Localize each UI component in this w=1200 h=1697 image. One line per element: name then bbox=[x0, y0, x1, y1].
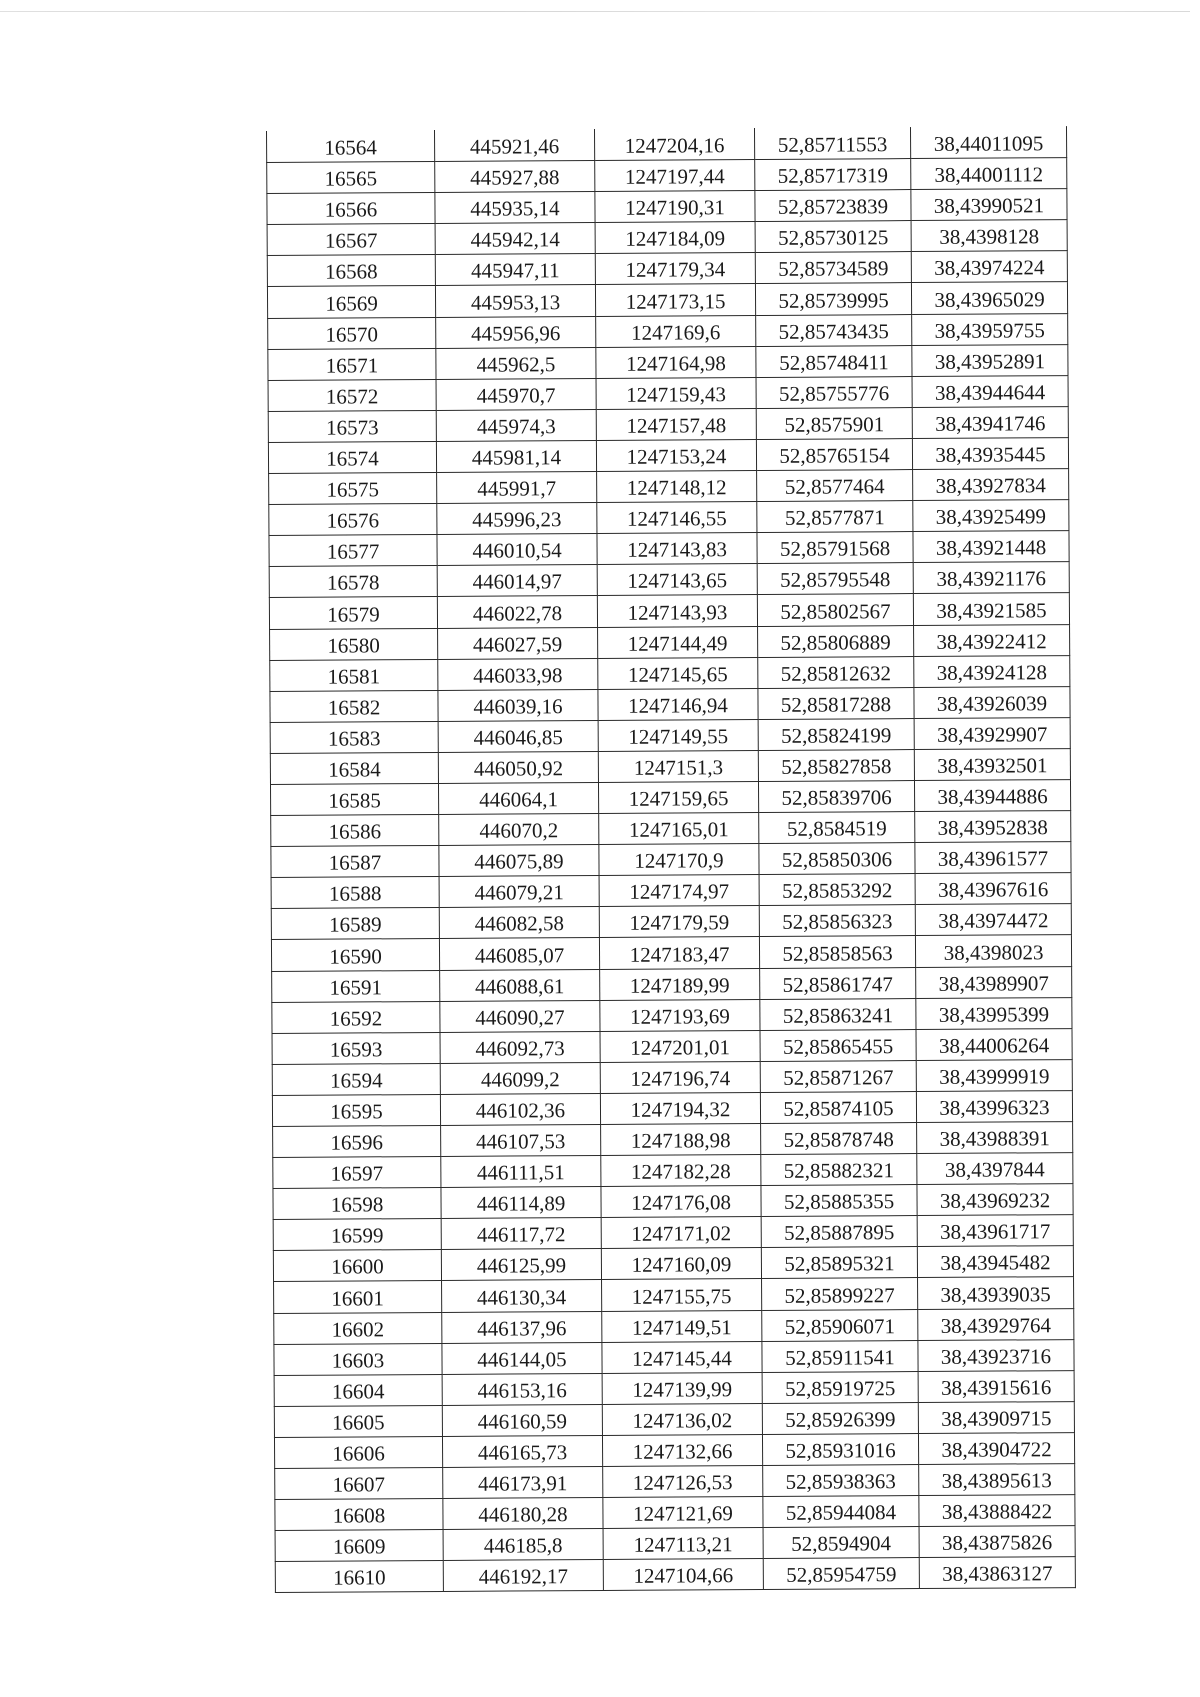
cell-y-coordinate: 1247121,69 bbox=[603, 1497, 763, 1529]
cell-y-coordinate: 1247201,01 bbox=[600, 1030, 760, 1062]
table-row bbox=[274, 1339, 1074, 1375]
table-row bbox=[269, 562, 1069, 598]
table-row bbox=[275, 1557, 1075, 1593]
cell-point-number: 16597 bbox=[273, 1157, 441, 1189]
cell-longitude: 38,43929907 bbox=[914, 717, 1070, 749]
cell-x-coordinate: 446117,72 bbox=[441, 1218, 601, 1250]
cell-x-coordinate: 446046,85 bbox=[438, 720, 598, 752]
cell-latitude: 52,85878748 bbox=[761, 1123, 917, 1155]
cell-point-number: 16588 bbox=[271, 877, 439, 909]
cell-latitude: 52,85755776 bbox=[756, 376, 912, 408]
cell-y-coordinate: 1247136,02 bbox=[602, 1403, 762, 1435]
cell-y-coordinate: 1247145,44 bbox=[602, 1341, 762, 1373]
cell-point-number: 16575 bbox=[269, 472, 437, 504]
table-row bbox=[267, 158, 1067, 194]
cell-x-coordinate: 445962,5 bbox=[436, 347, 596, 379]
cell-x-coordinate: 445991,7 bbox=[437, 472, 597, 504]
table-row bbox=[271, 935, 1071, 971]
cell-longitude: 38,4398023 bbox=[915, 935, 1071, 967]
cell-x-coordinate: 446114,89 bbox=[441, 1187, 601, 1219]
cell-x-coordinate: 445996,23 bbox=[437, 503, 597, 535]
cell-x-coordinate: 446050,92 bbox=[438, 751, 598, 783]
cell-latitude: 52,85895321 bbox=[761, 1247, 917, 1279]
cell-x-coordinate: 446102,36 bbox=[440, 1093, 600, 1125]
cell-longitude: 38,43923716 bbox=[918, 1339, 1074, 1371]
cell-x-coordinate: 446039,16 bbox=[438, 689, 598, 721]
cell-longitude: 38,43925499 bbox=[913, 500, 1069, 532]
cell-x-coordinate: 446075,89 bbox=[439, 845, 599, 877]
table-row bbox=[269, 469, 1069, 505]
coordinates-table bbox=[266, 126, 1076, 1593]
cell-x-coordinate: 446070,2 bbox=[439, 814, 599, 846]
cell-x-coordinate: 446111,51 bbox=[441, 1156, 601, 1188]
cell-point-number: 16577 bbox=[269, 535, 437, 567]
cell-latitude: 52,8594904 bbox=[763, 1527, 919, 1559]
cell-y-coordinate: 1247139,99 bbox=[602, 1372, 762, 1404]
cell-point-number: 16606 bbox=[274, 1436, 442, 1468]
cell-y-coordinate: 1247171,02 bbox=[601, 1217, 761, 1249]
coordinates-table-body bbox=[267, 127, 1076, 1593]
cell-point-number: 16601 bbox=[274, 1281, 442, 1313]
cell-longitude: 38,43904722 bbox=[918, 1433, 1074, 1465]
cell-y-coordinate: 1247149,55 bbox=[598, 719, 758, 751]
table-row bbox=[275, 1464, 1075, 1500]
cell-latitude: 52,85717319 bbox=[755, 159, 911, 191]
cell-longitude: 38,44001112 bbox=[911, 158, 1067, 190]
cell-y-coordinate: 1247159,65 bbox=[598, 781, 758, 813]
cell-longitude: 38,43952838 bbox=[915, 811, 1071, 843]
cell-longitude: 38,43944886 bbox=[914, 780, 1070, 812]
cell-x-coordinate: 446010,54 bbox=[437, 534, 597, 566]
cell-point-number: 16610 bbox=[275, 1561, 443, 1593]
cell-y-coordinate: 1247173,15 bbox=[595, 284, 755, 316]
cell-longitude: 38,43990521 bbox=[911, 189, 1067, 221]
cell-longitude: 38,43974472 bbox=[915, 904, 1071, 936]
cell-latitude: 52,85882321 bbox=[761, 1154, 917, 1186]
cell-latitude: 52,85887895 bbox=[761, 1216, 917, 1248]
cell-x-coordinate: 446180,28 bbox=[443, 1498, 603, 1530]
cell-longitude: 38,43929764 bbox=[918, 1308, 1074, 1340]
cell-latitude: 52,85795548 bbox=[757, 563, 913, 595]
cell-latitude: 52,85812632 bbox=[758, 656, 914, 688]
cell-x-coordinate: 446165,73 bbox=[442, 1435, 602, 1467]
cell-y-coordinate: 1247170,9 bbox=[599, 844, 759, 876]
cell-x-coordinate: 446033,98 bbox=[438, 658, 598, 690]
cell-y-coordinate: 1247165,01 bbox=[599, 813, 759, 845]
cell-y-coordinate: 1247159,43 bbox=[596, 377, 756, 409]
table-row bbox=[267, 127, 1067, 163]
cell-latitude: 52,85839706 bbox=[758, 781, 914, 813]
cell-latitude: 52,85723839 bbox=[755, 190, 911, 222]
cell-latitude: 52,85748411 bbox=[756, 345, 912, 377]
cell-point-number: 16596 bbox=[273, 1125, 441, 1157]
cell-y-coordinate: 1247160,09 bbox=[601, 1248, 761, 1280]
cell-y-coordinate: 1247153,24 bbox=[596, 439, 756, 471]
cell-longitude: 38,43999919 bbox=[916, 1059, 1072, 1091]
table-row bbox=[269, 593, 1069, 629]
cell-latitude: 52,85806889 bbox=[758, 625, 914, 657]
cell-point-number: 16567 bbox=[267, 224, 435, 256]
cell-longitude: 38,43989907 bbox=[916, 966, 1072, 998]
cell-y-coordinate: 1247164,98 bbox=[596, 346, 756, 378]
cell-y-coordinate: 1247189,99 bbox=[600, 968, 760, 1000]
table-row bbox=[272, 966, 1072, 1002]
cell-point-number: 16573 bbox=[268, 410, 436, 442]
cell-latitude: 52,85850306 bbox=[759, 843, 915, 875]
cell-latitude: 52,8577464 bbox=[757, 470, 913, 502]
table-row bbox=[271, 842, 1071, 878]
cell-y-coordinate: 1247148,12 bbox=[597, 471, 757, 503]
table-row bbox=[273, 1246, 1073, 1282]
cell-longitude: 38,43875826 bbox=[919, 1526, 1075, 1558]
cell-x-coordinate: 446014,97 bbox=[437, 565, 597, 597]
cell-longitude: 38,43915616 bbox=[918, 1370, 1074, 1402]
cell-point-number: 16574 bbox=[268, 441, 436, 473]
cell-point-number: 16608 bbox=[275, 1499, 443, 1531]
cell-x-coordinate: 446027,59 bbox=[438, 627, 598, 659]
cell-y-coordinate: 1247151,3 bbox=[598, 750, 758, 782]
cell-longitude: 38,43961577 bbox=[915, 842, 1071, 874]
cell-y-coordinate: 1247126,53 bbox=[603, 1466, 763, 1498]
cell-point-number: 16590 bbox=[271, 939, 439, 971]
cell-latitude: 52,85863241 bbox=[760, 998, 916, 1030]
cell-x-coordinate: 446130,34 bbox=[442, 1280, 602, 1312]
cell-point-number: 16582 bbox=[270, 690, 438, 722]
cell-y-coordinate: 1247194,32 bbox=[600, 1092, 760, 1124]
cell-point-number: 16579 bbox=[269, 597, 437, 629]
cell-point-number: 16598 bbox=[273, 1188, 441, 1220]
cell-x-coordinate: 446064,1 bbox=[438, 782, 598, 814]
table-row bbox=[271, 811, 1071, 847]
cell-x-coordinate: 446079,21 bbox=[439, 876, 599, 908]
cell-x-coordinate: 446160,59 bbox=[442, 1404, 602, 1436]
cell-latitude: 52,85817288 bbox=[758, 687, 914, 719]
cell-point-number: 16599 bbox=[273, 1219, 441, 1251]
cell-latitude: 52,85926399 bbox=[762, 1402, 918, 1434]
table-row bbox=[274, 1433, 1074, 1469]
table-row bbox=[274, 1370, 1074, 1406]
table-row bbox=[268, 406, 1068, 442]
cell-latitude: 52,85899227 bbox=[762, 1278, 918, 1310]
cell-point-number: 16605 bbox=[274, 1405, 442, 1437]
cell-latitude: 52,85858563 bbox=[759, 936, 915, 968]
cell-latitude: 52,85938363 bbox=[763, 1465, 919, 1497]
cell-longitude: 38,43988391 bbox=[917, 1122, 1073, 1154]
cell-latitude: 52,8575901 bbox=[756, 407, 912, 439]
cell-latitude: 52,85865455 bbox=[760, 1029, 916, 1061]
cell-y-coordinate: 1247184,09 bbox=[595, 222, 755, 254]
cell-longitude: 38,43924128 bbox=[914, 655, 1070, 687]
cell-x-coordinate: 446022,78 bbox=[437, 596, 597, 628]
cell-x-coordinate: 446137,96 bbox=[442, 1311, 602, 1343]
cell-point-number: 16600 bbox=[273, 1250, 441, 1282]
cell-y-coordinate: 1247174,97 bbox=[599, 875, 759, 907]
cell-x-coordinate: 446090,27 bbox=[440, 1000, 600, 1032]
coordinates-table-container bbox=[266, 126, 1075, 1593]
cell-x-coordinate: 445947,11 bbox=[435, 254, 595, 286]
cell-point-number: 16572 bbox=[268, 379, 436, 411]
table-row bbox=[272, 1028, 1072, 1064]
cell-y-coordinate: 1247155,75 bbox=[602, 1279, 762, 1311]
cell-y-coordinate: 1247146,94 bbox=[598, 688, 758, 720]
cell-longitude: 38,44011095 bbox=[910, 127, 1066, 159]
cell-latitude: 52,85802567 bbox=[757, 594, 913, 626]
cell-point-number: 16593 bbox=[272, 1032, 440, 1064]
cell-x-coordinate: 446192,17 bbox=[443, 1560, 603, 1592]
table-row bbox=[274, 1401, 1074, 1437]
scan-edge-line bbox=[0, 11, 1190, 12]
cell-latitude: 52,85743435 bbox=[756, 314, 912, 346]
cell-latitude: 52,85734589 bbox=[755, 252, 911, 284]
cell-point-number: 16571 bbox=[268, 348, 436, 380]
cell-longitude: 38,43945482 bbox=[917, 1246, 1073, 1278]
cell-y-coordinate: 1247176,08 bbox=[601, 1186, 761, 1218]
cell-point-number: 16569 bbox=[267, 286, 435, 318]
cell-longitude: 38,43926039 bbox=[914, 686, 1070, 718]
table-row bbox=[267, 282, 1067, 318]
cell-x-coordinate: 446082,58 bbox=[439, 907, 599, 939]
cell-x-coordinate: 445970,7 bbox=[436, 378, 596, 410]
table-row bbox=[272, 997, 1072, 1033]
cell-longitude: 38,43996323 bbox=[916, 1090, 1072, 1122]
cell-y-coordinate: 1247204,16 bbox=[594, 129, 754, 161]
cell-point-number: 16585 bbox=[270, 783, 438, 815]
cell-latitude: 52,85954759 bbox=[763, 1558, 919, 1590]
cell-point-number: 16589 bbox=[271, 908, 439, 940]
cell-latitude: 52,85856323 bbox=[759, 905, 915, 937]
cell-x-coordinate: 446144,05 bbox=[442, 1342, 602, 1374]
cell-latitude: 52,85944084 bbox=[763, 1496, 919, 1528]
table-row bbox=[274, 1277, 1074, 1313]
cell-latitude: 52,85711553 bbox=[754, 128, 910, 160]
cell-latitude: 52,85906071 bbox=[762, 1309, 918, 1341]
cell-y-coordinate: 1247182,28 bbox=[601, 1155, 761, 1187]
cell-y-coordinate: 1247183,47 bbox=[599, 937, 759, 969]
table-row bbox=[268, 344, 1068, 380]
table-row bbox=[270, 748, 1070, 784]
cell-latitude: 52,85861747 bbox=[760, 967, 916, 999]
cell-x-coordinate: 445956,96 bbox=[436, 316, 596, 348]
cell-point-number: 16604 bbox=[274, 1374, 442, 1406]
cell-longitude: 38,43909715 bbox=[918, 1401, 1074, 1433]
table-row bbox=[273, 1215, 1073, 1251]
cell-longitude: 38,43974224 bbox=[911, 251, 1067, 283]
cell-point-number: 16581 bbox=[270, 659, 438, 691]
cell-longitude: 38,43969232 bbox=[917, 1184, 1073, 1216]
cell-point-number: 16565 bbox=[267, 162, 435, 194]
cell-latitude: 52,85911541 bbox=[762, 1340, 918, 1372]
cell-point-number: 16583 bbox=[270, 721, 438, 753]
cell-latitude: 52,85765154 bbox=[756, 438, 912, 470]
table-row bbox=[274, 1308, 1074, 1344]
cell-y-coordinate: 1247143,65 bbox=[597, 564, 757, 596]
cell-point-number: 16578 bbox=[269, 566, 437, 598]
table-row bbox=[267, 189, 1067, 225]
cell-point-number: 16603 bbox=[274, 1343, 442, 1375]
cell-point-number: 16587 bbox=[271, 846, 439, 878]
cell-x-coordinate: 446153,16 bbox=[442, 1373, 602, 1405]
table-row bbox=[270, 717, 1070, 753]
cell-y-coordinate: 1247157,48 bbox=[596, 408, 756, 440]
table-row bbox=[269, 500, 1069, 536]
cell-point-number: 16609 bbox=[275, 1530, 443, 1562]
cell-latitude: 52,8577871 bbox=[757, 501, 913, 533]
cell-x-coordinate: 445935,14 bbox=[435, 192, 595, 224]
cell-point-number: 16566 bbox=[267, 193, 435, 225]
cell-y-coordinate: 1247169,6 bbox=[596, 315, 756, 347]
cell-x-coordinate: 445974,3 bbox=[436, 409, 596, 441]
cell-longitude: 38,43921448 bbox=[913, 531, 1069, 563]
cell-latitude: 52,85739995 bbox=[755, 283, 911, 315]
cell-latitude: 52,85885355 bbox=[761, 1185, 917, 1217]
cell-latitude: 52,85791568 bbox=[757, 532, 913, 564]
cell-latitude: 52,85827858 bbox=[758, 749, 914, 781]
table-row bbox=[275, 1495, 1075, 1531]
cell-longitude: 38,4397844 bbox=[917, 1153, 1073, 1185]
cell-y-coordinate: 1247193,69 bbox=[600, 999, 760, 1031]
cell-latitude: 52,8584519 bbox=[759, 812, 915, 844]
table-row bbox=[267, 220, 1067, 256]
table-row bbox=[273, 1122, 1073, 1158]
cell-y-coordinate: 1247179,34 bbox=[595, 253, 755, 285]
table-row bbox=[273, 1153, 1073, 1189]
table-row bbox=[268, 313, 1068, 349]
table-row bbox=[271, 904, 1071, 940]
table-row bbox=[267, 251, 1067, 287]
cell-longitude: 38,43922412 bbox=[914, 624, 1070, 656]
cell-y-coordinate: 1247190,31 bbox=[595, 191, 755, 223]
cell-y-coordinate: 1247143,93 bbox=[597, 595, 757, 627]
table-row bbox=[272, 1059, 1072, 1095]
table-row bbox=[270, 780, 1070, 816]
cell-x-coordinate: 445942,14 bbox=[435, 223, 595, 255]
cell-longitude: 38,43952891 bbox=[912, 344, 1068, 376]
cell-y-coordinate: 1247144,49 bbox=[598, 626, 758, 658]
cell-x-coordinate: 445981,14 bbox=[436, 440, 596, 472]
cell-latitude: 52,85853292 bbox=[759, 874, 915, 906]
cell-x-coordinate: 446085,07 bbox=[439, 938, 599, 970]
cell-y-coordinate: 1247188,98 bbox=[601, 1123, 761, 1155]
cell-point-number: 16570 bbox=[268, 317, 436, 349]
cell-point-number: 16607 bbox=[275, 1467, 443, 1499]
cell-latitude: 52,85824199 bbox=[758, 718, 914, 750]
cell-y-coordinate: 1247197,44 bbox=[595, 160, 755, 192]
cell-point-number: 16586 bbox=[271, 815, 439, 847]
cell-x-coordinate: 446173,91 bbox=[443, 1466, 603, 1498]
cell-longitude: 38,43939035 bbox=[918, 1277, 1074, 1309]
cell-longitude: 38,43944644 bbox=[912, 375, 1068, 407]
cell-x-coordinate: 445921,46 bbox=[434, 129, 594, 161]
cell-point-number: 16576 bbox=[269, 504, 437, 536]
cell-longitude: 38,43995399 bbox=[916, 997, 1072, 1029]
cell-point-number: 16568 bbox=[267, 255, 435, 287]
cell-y-coordinate: 1247146,55 bbox=[597, 502, 757, 534]
cell-y-coordinate: 1247113,21 bbox=[603, 1528, 763, 1560]
table-row bbox=[271, 873, 1071, 909]
cell-x-coordinate: 446092,73 bbox=[440, 1031, 600, 1063]
cell-x-coordinate: 446099,2 bbox=[440, 1062, 600, 1094]
cell-point-number: 16580 bbox=[270, 628, 438, 660]
cell-x-coordinate: 446107,53 bbox=[441, 1124, 601, 1156]
table-row bbox=[268, 375, 1068, 411]
cell-point-number: 16595 bbox=[272, 1094, 440, 1126]
table-row bbox=[270, 624, 1070, 660]
cell-x-coordinate: 446125,99 bbox=[441, 1249, 601, 1281]
cell-y-coordinate: 1247132,66 bbox=[602, 1434, 762, 1466]
cell-longitude: 38,43935445 bbox=[912, 438, 1068, 470]
cell-x-coordinate: 446185,8 bbox=[443, 1529, 603, 1561]
cell-latitude: 52,85730125 bbox=[755, 221, 911, 253]
cell-y-coordinate: 1247143,83 bbox=[597, 533, 757, 565]
cell-x-coordinate: 445927,88 bbox=[435, 161, 595, 193]
table-row bbox=[273, 1184, 1073, 1220]
cell-point-number: 16591 bbox=[272, 970, 440, 1002]
cell-longitude: 38,43967616 bbox=[915, 873, 1071, 905]
cell-longitude: 38,43959755 bbox=[912, 313, 1068, 345]
cell-longitude: 38,44006264 bbox=[916, 1028, 1072, 1060]
cell-y-coordinate: 1247149,51 bbox=[602, 1310, 762, 1342]
cell-longitude: 38,43863127 bbox=[919, 1557, 1075, 1589]
table-row bbox=[269, 531, 1069, 567]
table-row bbox=[275, 1526, 1075, 1562]
cell-y-coordinate: 1247196,74 bbox=[600, 1061, 760, 1093]
cell-latitude: 52,85871267 bbox=[760, 1060, 916, 1092]
cell-point-number: 16602 bbox=[274, 1312, 442, 1344]
cell-longitude: 38,43895613 bbox=[919, 1464, 1075, 1496]
table-row bbox=[270, 655, 1070, 691]
cell-latitude: 52,85874105 bbox=[760, 1091, 916, 1123]
cell-point-number: 16594 bbox=[272, 1063, 440, 1095]
table-row bbox=[268, 438, 1068, 474]
cell-latitude: 52,85919725 bbox=[762, 1371, 918, 1403]
table-row bbox=[270, 686, 1070, 722]
cell-longitude: 38,43888422 bbox=[919, 1495, 1075, 1527]
cell-point-number: 16592 bbox=[272, 1001, 440, 1033]
cell-longitude: 38,43932501 bbox=[914, 748, 1070, 780]
cell-x-coordinate: 446088,61 bbox=[440, 969, 600, 1001]
cell-longitude: 38,43921585 bbox=[913, 593, 1069, 625]
cell-y-coordinate: 1247179,59 bbox=[599, 906, 759, 938]
cell-latitude: 52,85931016 bbox=[762, 1433, 918, 1465]
cell-point-number: 16584 bbox=[270, 752, 438, 784]
cell-y-coordinate: 1247104,66 bbox=[603, 1559, 763, 1591]
cell-longitude: 38,43965029 bbox=[911, 282, 1067, 314]
cell-longitude: 38,43961717 bbox=[917, 1215, 1073, 1247]
cell-longitude: 38,4398128 bbox=[911, 220, 1067, 252]
cell-longitude: 38,43921176 bbox=[913, 562, 1069, 594]
table-row bbox=[272, 1090, 1072, 1126]
cell-y-coordinate: 1247145,65 bbox=[598, 657, 758, 689]
cell-x-coordinate: 445953,13 bbox=[435, 285, 595, 317]
cell-longitude: 38,43941746 bbox=[912, 406, 1068, 438]
cell-longitude: 38,43927834 bbox=[913, 469, 1069, 501]
cell-point-number: 16564 bbox=[267, 130, 435, 162]
